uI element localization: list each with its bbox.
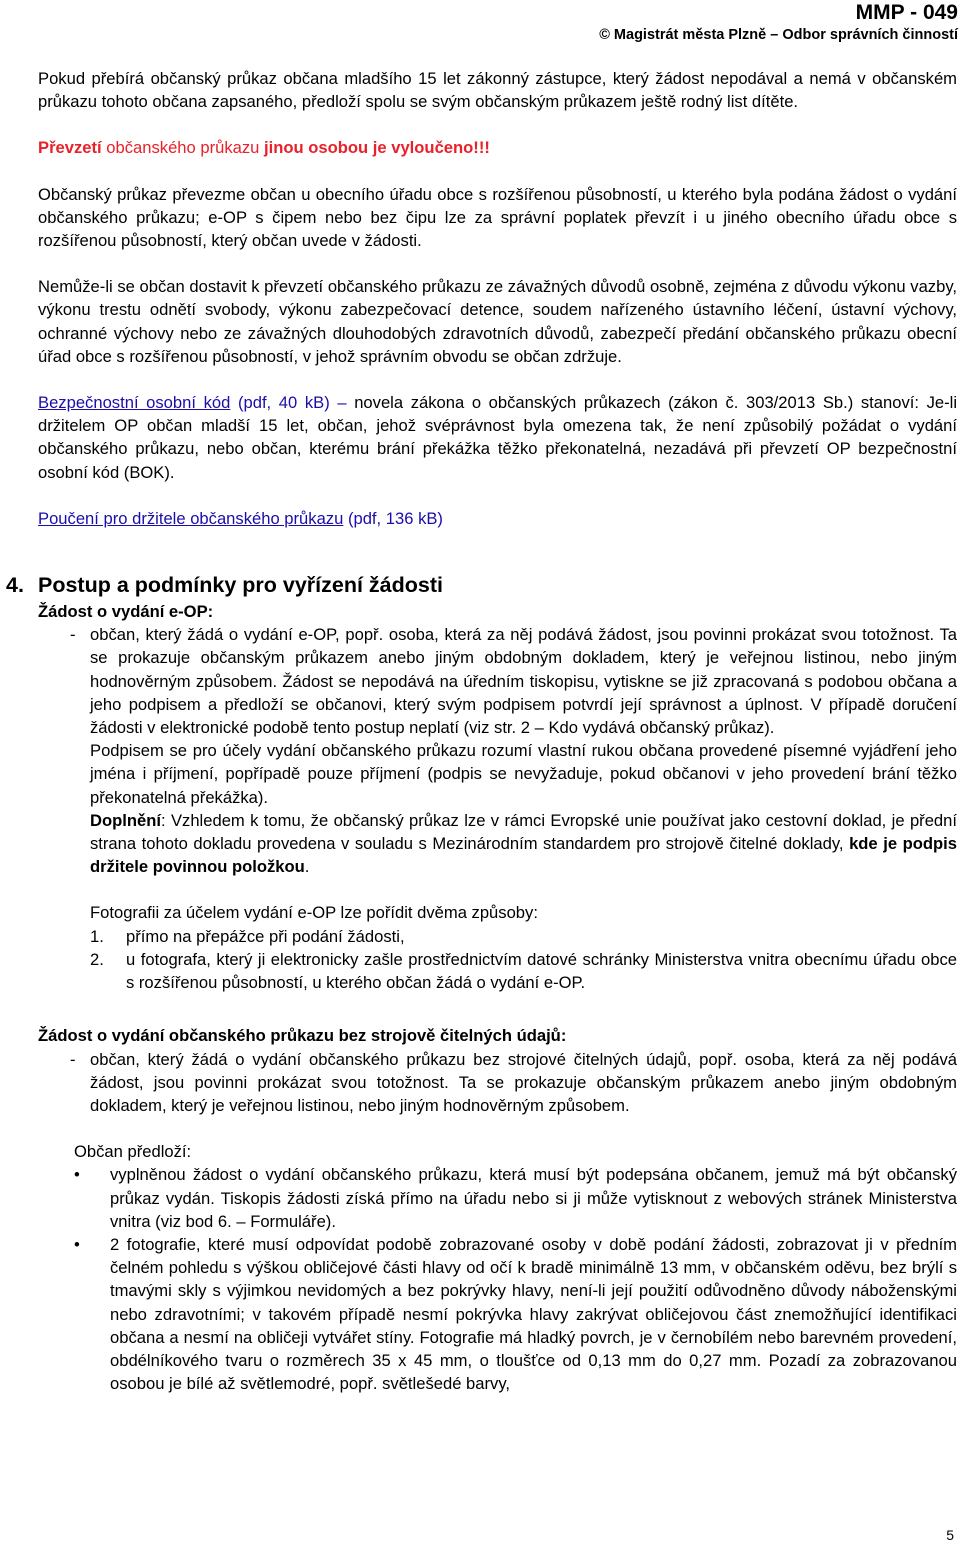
eop-heading: Žádost o vydání e-OP:: [38, 602, 214, 622]
organization-name: © Magistrát města Plzně – Odbor správních činností: [599, 27, 958, 43]
eop-text-supplement: Doplnění: Vzhledem k tomu, že občanský průkaz lze v rámci Evropské unie používat jako cestovní doklad, je přední strana tohoto dokladu provedena v souladu s Mezinárodním standardem pro strojově čitelné doklady, kde je podpis držitele povinnou položkou.: [90, 810, 957, 877]
photo-intro: Fotografii za účelem vydání e-OP lze pořídit dvěma způsoby:: [90, 903, 538, 923]
instructions-file-size: (pdf, 136 kB): [343, 508, 443, 528]
document-body: [6, 67, 958, 1395]
non-mr-list-item: - občan, který žádá o vydání občanského průkazu bez strojové čitelných údajů, popř. osoba, která za něj podává žádost, jsou povinni prokázat svou totožnost. Ta se prokazuje občanským průkazem anebo jiným obdobným dokladem, který je veřejnou listinou, nebo jiným hodnověrným způsobem.: [70, 1049, 957, 1115]
paragraph-absence: Nemůže-li se občan dostavit k převzetí občanského průkazu ze závažných důvodů osobně, zejména z důvodu výkonu vazby, výkonu trestu odnětí svobody, výkonu zabezpečovací detence, soudem nařízeného ústavního léčení, ústavní výchovy, ochranné výchovy nebo ze závažných dlouhodobých zdravotních důvodů, zabezpečí předání občanského průkazu obecní úřad obce s rozšířenou působností, v jehož správním obvodu se občan zdržuje.: [38, 277, 957, 366]
page-number: 5: [946, 1527, 954, 1543]
non-mr-heading: Žádost o vydání občanského průkazu bez strojově čitelných údajů:: [38, 1026, 567, 1046]
paragraph-instructions: [38, 507, 957, 530]
citizen-submits-label: Občan předloží:: [74, 1142, 192, 1162]
paragraph-warning: Převzetí občanského průkazu jinou osobou je vyloučeno!!!: [38, 138, 490, 158]
eop-text-identity: občan, který žádá o vydání e-OP, popř. osoba, která za něj podává žádost, jsou povinni prokázat svou totožnost. Ta se prokazuje občanským průkazem anebo jiným obdobným dokladem, který je veřejnou listinou, nebo jiným hodnověrným způsobem. Žádost se nepodává na úředním tiskopisu, vytiskne se již zpracovaná s podobou občana a jeho podpisem a předloží se občanovi, který svým podpisem potvrdí její správnost a úplnost. V případě doručení žádosti v elektronické podobě tento postup neplatí (viz str. 2 – Kdo vydává občanský průkaz).: [90, 625, 957, 738]
eop-text-signature: Podpisem se pro účely vydání občanského průkazu rozumí vlastní rukou občana provedené písemné vyjádření jeho jména i příjmení, popřípadě pouze příjmení (podpis se nevyžaduje, pokud občanovi v jeho provedení brání těžko překonatelná překážka).: [90, 741, 957, 807]
instructions-link[interactable]: Poučení pro držitele občanského průkazu: [38, 508, 344, 528]
page-header: [599, 0, 958, 44]
list-item: • 2 fotografie, které musí odpovídat podobě zobrazované osoby v době podání žádosti, zobrazovat ji v předním čelném pohledu s výškou obličejové části hlavy od očí k bradě minimálně 13 mm, v občanském oděvu, bez brýlí s tmavými skly s výjimkou nevidomých a bez pokrývky hlavy, není-li její použití odůvodněno důvody náboženskými nebo zdravotními; v takovém případě nesmí pokrývka hlavy zakrývat obličejovou část znemožňující identifikaci občana a nesmí na obličeji vytvářet stíny. Fotografie má hladký povrch, je v černobílém nebo barevném provedení, obdélníkového tvaru o rozměrech 35 x 45 mm, o tloušťce od 0,13 mm do 0,27 mm. Pozadí za zobrazovanou osobou je bílé až světlemodré, popř. světlešedé barvy,: [74, 1234, 957, 1394]
list-item: • vyplněnou žádost o vydání občanského průkazu, která musí být podepsána občanem, jemuž má být občanský průkaz vydán. Tiskopis žádosti získá přímo na úřadu nebo si ji může vytisknout z webových stránek Ministerstva vnitra (viz bod 6. – Formuláře).: [74, 1165, 957, 1231]
section-heading: 4. Postup a podmínky pro vyřízení žádosti: [6, 573, 443, 598]
eop-list-item: - občan, který žádá o vydání e-OP, popř. osoba, která za něj podává žádost, jsou povinni prokázat svou totožnost. Ta se prokazuje občanským průkazem anebo jiným obdobným dokladem, který je veřejnou listinou, nebo jiným hodnověrným způsobem. Žádost se nepodává na úředním tiskopisu, vytiskne se již zpracovaná s podobou občana a jeho podpisem a předloží se občanovi, který svým podpisem potvrdí její správnost a úplnost. V případě doručení žádosti v elektronické podobě tento postup neplatí (viz str. 2 – Kdo vydává občanský průkaz). Podpisem se pro účely vydání občanského průkazu rozumí vlastní rukou občana provedené písemné vyjádření jeho jména i příjmení, popřípadě pouze příjmení (podpis se nevyžaduje, pokud občanovi v jeho provedení brání těžko překonatelná překážka). Doplnění: Vzhledem k tomu, že občanský průkaz lze v rámci Evropské unie používat jako cestovní doklad, je přední strana tohoto dokladu provedena v souladu s Mezinárodním standardem pro strojově čitelné doklady, kde je podpis držitele povinnou položkou.: [70, 623, 957, 878]
paragraph-pickup: Občanský průkaz převezme občan u obecního úřadu obce s rozšířenou působností, u kterého byla podána žádost o vydání občanského průkazu; e-OP s čipem nebo bez čipu lze za správní poplatek převzít i u jiného obecního úřadu obce s rozšířenou působností, který občan uvede v žádosti.: [38, 184, 957, 251]
paragraph-guardian: Pokud přebírá občanský průkaz občana mladšího 15 let zákonný zástupce, který žádost nepodával a nemá v občanském průkazu tohoto občana zapsaného, předloží spolu se svým občanským průkazem ještě rodný list dítěte.: [38, 69, 957, 112]
list-item: 1. přímo na přepážce při podání žádosti,: [90, 926, 405, 946]
paragraph-bok: Bezpečnostní osobní kód (pdf, 40 kB) – novela zákona o občanských průkazech (zákon č. 303/2013 Sb.) stanoví: Je-li držitelem OP občan mladší 15 let, občan, jehož svéprávnost byla omezena tak, že není způsobilý požádat o vydání občanského průkazu, nebo občan, kterému brání překážka těžko překonatelná, nezadává při převzetí OP bezpečnostní osobní kód (BOK).: [38, 393, 958, 482]
list-item: 2. u fotografa, který ji elektronicky zašle prostřednictvím datové schránky Ministerstva vnitra obecnímu úřadu obce s rozšířenou působností, u kterého občan žádá o vydání e-OP.: [90, 949, 957, 993]
bok-file-size: (pdf, 40 kB): [230, 393, 338, 413]
document-code: MMP - 049: [855, 1, 958, 24]
bok-link[interactable]: Bezpečnostní osobní kód: [38, 393, 231, 413]
